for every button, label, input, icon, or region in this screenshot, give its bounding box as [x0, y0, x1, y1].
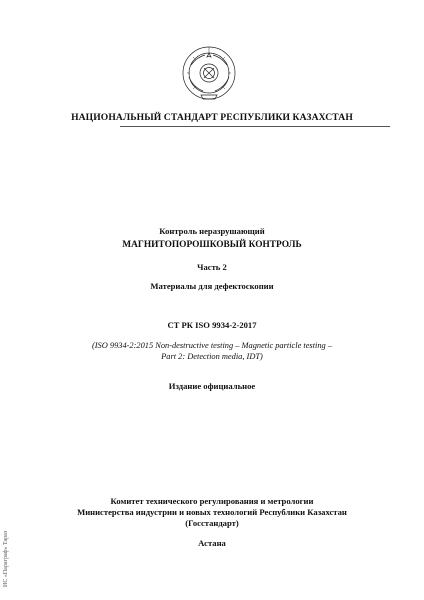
state-emblem-icon [177, 43, 241, 101]
document-header-title: НАЦИОНАЛЬНЫЙ СТАНДАРТ РЕСПУБЛИКИ КАЗАХСТАН [71, 112, 353, 123]
side-watermark: ИС «Параграф» Тараз [3, 530, 9, 587]
iso-reference-line2: Part 2: Detection media, IDT) [161, 352, 263, 361]
iso-reference-line1: (ISO 9934-2:2015 Non-destructive testing – Magnetic particle testing – [91, 341, 333, 350]
doc-part-title: Материалы для дефектоскопии [150, 281, 274, 291]
doc-subject: Контроль неразрушающий [159, 226, 265, 236]
header-divider [120, 126, 390, 127]
publisher-line2: Министерства индустрии и новых технологий Республики Казахстан [77, 507, 347, 517]
edition-label: Издание официальное [168, 381, 256, 391]
publisher-line3: (Госстандарт) [185, 518, 239, 528]
doc-title: МАГНИТОПОРОШКОВЫЙ КОНТРОЛЬ [122, 240, 302, 250]
publisher-line1: Комитет технического регулирования и метрологии [110, 496, 314, 506]
doc-code: СТ РК ISO 9934-2-2017 [167, 320, 257, 330]
doc-part: Часть 2 [197, 262, 227, 272]
publisher-city: Астана [198, 538, 226, 548]
